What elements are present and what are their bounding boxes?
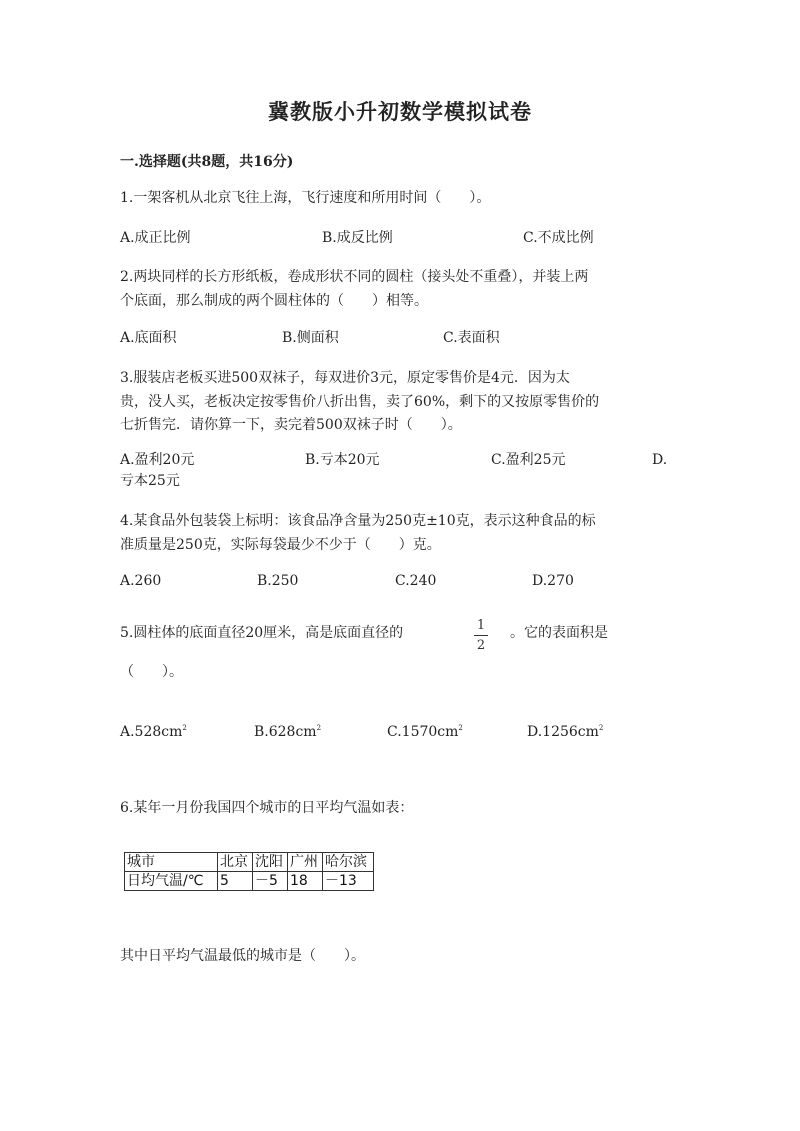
q5-option-a[interactable] [120, 718, 187, 742]
fraction-one-half [474, 618, 488, 653]
q3-option-d-wrap[interactable]: 亏本25元 [120, 473, 180, 489]
q5-option-c[interactable] [387, 718, 463, 742]
q5-option-b-exponent: 2 [316, 724, 322, 732]
question-3-line-1: 3.服装店老板买进500双袜子，每双进价3元，原定零售价是4元．因为太 [120, 370, 570, 386]
question-6-text: 6.某年一月份我国四个城市的日平均气温如表： [120, 800, 414, 816]
q4-option-c[interactable]: C.240 [395, 573, 437, 589]
q5-option-b[interactable] [254, 718, 321, 742]
question-5-part-1: 5.圆柱体的底面直径20厘米，高是底面直径的 [120, 625, 404, 641]
q3-option-b[interactable]: B.亏本20元 [305, 452, 380, 468]
q2-option-c[interactable]: C.表面积 [443, 330, 500, 346]
q3-option-d[interactable]: D. [652, 452, 668, 468]
table-cell: 日均气温/℃ [125, 872, 218, 891]
question-5-line-2: （ ）。 [120, 664, 183, 680]
section-heading: 一.选择题(共8题，共16分) [120, 154, 294, 170]
q1-option-b[interactable]: B.成反比例 [322, 230, 393, 246]
table-cell: －13 [323, 872, 374, 891]
table-cell: 18 [288, 872, 323, 891]
q5-option-d[interactable] [527, 718, 603, 742]
fraction-bar [474, 635, 488, 636]
temperature-table [124, 852, 374, 891]
q5-option-d-value: D.1256cm [527, 724, 599, 740]
q3-option-c[interactable]: C.盈利25元 [491, 452, 566, 468]
table-cell: －5 [253, 872, 288, 891]
q2-option-b[interactable]: B.侧面积 [282, 330, 339, 346]
q5-option-c-exponent: 2 [458, 724, 463, 732]
table-row [125, 872, 374, 891]
question-3-line-2: 贵，没人买，老板决定按零售价八折出售，卖了60%，剩下的又按原零售价的 [120, 394, 600, 410]
q2-option-a[interactable]: A.底面积 [120, 330, 177, 346]
question-2-line-1: 2.两块同样的长方形纸板，卷成形状不同的圆柱（接头处不重叠），并装上两 [120, 269, 589, 285]
table-header-cell: 哈尔滨 [323, 853, 374, 872]
q4-option-a[interactable]: A.260 [120, 573, 162, 589]
question-1-text: 1.一架客机从北京飞往上海，飞行速度和所用时间（ ）。 [120, 190, 491, 206]
q5-option-d-exponent: 2 [598, 724, 604, 732]
table-header-cell: 广州 [288, 853, 323, 872]
q5-option-a-value: A.528cm [120, 724, 183, 740]
question-4-line-1: 4.某食品外包装袋上标明：该食品净含量为250克±10克，表示这种食品的标 [120, 513, 596, 529]
question-3-line-3: 七折售完．请你算一下，卖完着500双袜子时（ ）。 [120, 417, 462, 433]
fraction-denominator: 2 [476, 638, 486, 653]
fraction-numerator: 1 [476, 618, 486, 633]
table-header-cell: 沈阳 [253, 853, 288, 872]
q5-option-a-exponent: 2 [182, 724, 187, 732]
q3-option-a[interactable]: A.盈利20元 [120, 452, 195, 468]
question-6-followup: 其中日平均气温最低的城市是（ ）。 [120, 948, 365, 964]
q4-option-b[interactable]: B.250 [257, 573, 299, 589]
page-title: 冀教版小升初数学模拟试卷 [268, 99, 532, 124]
question-2-line-2: 个底面，那么制成的两个圆柱体的（ ）相等。 [120, 293, 428, 309]
table-header-row [125, 853, 374, 872]
question-5-part-2: 。它的表面积是 [510, 625, 608, 641]
table-cell: 5 [218, 872, 253, 891]
q4-option-d[interactable]: D.270 [532, 573, 574, 589]
table-header-cell: 北京 [218, 853, 253, 872]
q1-option-c[interactable]: C.不成比例 [523, 230, 594, 246]
table-header-cell: 城市 [125, 853, 218, 872]
q1-option-a[interactable]: A.成正比例 [120, 230, 191, 246]
q5-option-c-value: C.1570cm [387, 724, 459, 740]
q5-option-b-value: B.628cm [254, 724, 317, 740]
question-4-line-2: 准质量是250克，实际每袋最少不少于（ ）克。 [120, 537, 441, 553]
